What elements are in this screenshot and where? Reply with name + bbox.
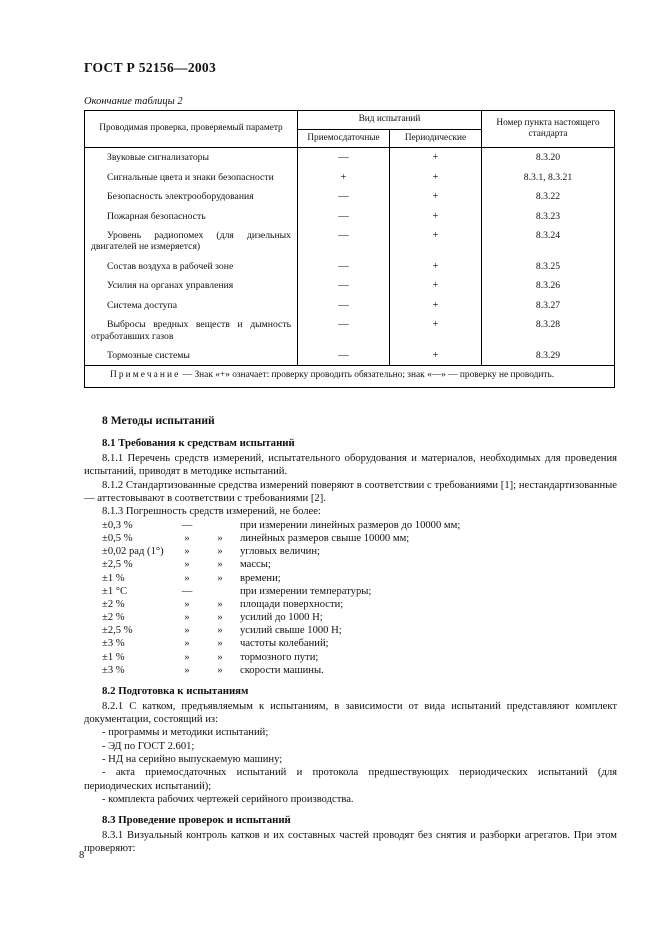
periodic-list	[390, 148, 481, 365]
table-row-clause: 8.3.28	[535, 319, 561, 331]
section-8-3-heading: 8.3 Проведение проверок и испытаний	[102, 814, 291, 827]
table-body-row	[85, 148, 615, 366]
header-acceptance: Приемосдаточные	[298, 129, 390, 148]
periodic-column	[390, 148, 482, 366]
tolerance-text: частоты колебаний;	[240, 638, 329, 650]
tolerance-value: ±0,5 %	[102, 532, 133, 544]
tolerance-ditto-1: »	[184, 598, 190, 610]
table-row-periodic: +	[432, 210, 439, 222]
standard-header: ГОСТ Р 52156—2003	[84, 60, 217, 75]
tolerance-row	[84, 651, 617, 664]
tolerance-ditto-1: —	[181, 519, 193, 531]
tolerance-ditto-2: »	[217, 612, 223, 624]
section-8-2-heading: 8.2 Подготовка к испытаниям	[102, 685, 249, 697]
paragraph-8-2-1: 8.2.1 С катком, предъявляемым к испытаниям, в зависимости от вида испытаний представляют комплект документации, состоящий из:	[84, 700, 617, 725]
paragraph-8-1-2: 8.1.2 Стандартизованные средства измерений поверяют в соответствии с требованиями [1]; нестандартизованные — аттестовывают в соответствии с требованиями [2].	[84, 479, 617, 505]
tolerance-row	[84, 572, 617, 585]
paragraph-8-3-1: 8.3.1 Визуальный контроль катков и их составных частей проводят без снятия и разборки агрегатов. При этом проверяют:	[84, 830, 617, 855]
tolerance-ditto-1: »	[184, 651, 190, 663]
tolerance-ditto-2: »	[217, 598, 223, 610]
tolerance-row	[84, 519, 617, 532]
tolerance-value: ±3 %	[102, 638, 125, 650]
header-test-type-group: Вид испытаний	[298, 111, 482, 130]
table-row-periodic: +	[432, 152, 439, 164]
tolerance-row	[84, 611, 617, 624]
table-row-param: Безопасность электрооборудования	[107, 191, 254, 203]
table-row-acceptance: —	[338, 152, 349, 164]
tolerance-row	[84, 664, 617, 677]
tolerance-ditto-2: »	[217, 546, 223, 558]
param-list	[85, 148, 297, 365]
tolerance-text: при измерении линейных размеров до 10000 мм;	[240, 519, 461, 531]
table-row-acceptance: —	[338, 191, 349, 203]
table-row-periodic: +	[432, 229, 439, 241]
table-row-periodic: +	[432, 171, 439, 183]
table-head	[85, 111, 615, 148]
tolerance-text: скорости машины.	[240, 664, 324, 676]
tolerance-value: ±2,5 %	[102, 625, 133, 637]
table-row-periodic: +	[432, 299, 439, 311]
tolerance-value: ±0,02 рад (1°)	[102, 546, 164, 558]
tolerance-ditto-1: »	[184, 572, 190, 584]
tolerance-list	[84, 519, 617, 677]
note-label: Примечание	[110, 370, 181, 381]
tolerance-ditto-2: »	[217, 532, 223, 544]
table-row-param: Пожарная безопасность	[107, 210, 206, 222]
tolerance-ditto-1: »	[184, 625, 190, 637]
tolerance-text: линейных размеров свыше 10000 мм;	[240, 532, 410, 544]
tolerance-row	[84, 598, 617, 611]
tolerance-ditto-1: »	[184, 612, 190, 624]
tolerance-value: ±1 %	[102, 572, 125, 584]
table-container	[84, 110, 615, 388]
tolerance-ditto-1: »	[184, 559, 190, 571]
table-row-periodic: +	[432, 319, 439, 331]
table-row-acceptance: —	[338, 280, 349, 292]
tolerance-value: ±2,5 %	[102, 559, 133, 571]
table-row-param: Звуковые сигнализаторы	[107, 152, 210, 164]
table-row-param: Уровень радиопомех (для дизельных двигателей не измеряется)	[91, 229, 291, 253]
tolerance-row	[84, 637, 617, 650]
tolerance-text: усилий до 1000 Н;	[240, 612, 323, 624]
tolerance-ditto-1: —	[181, 585, 193, 597]
paragraph-8-1-3-intro: 8.1.3 Погрешность средств измерений, не более:	[102, 506, 321, 518]
document-set-item: - НД на серийно выпускаемую машину;	[102, 754, 283, 766]
tolerance-text: времени;	[240, 572, 281, 584]
table-row-clause: 8.3.27	[535, 299, 561, 311]
tolerance-ditto-1: »	[184, 532, 190, 544]
acceptance-column	[298, 148, 390, 366]
table-row-clause: 8.3.25	[535, 260, 561, 272]
verification-table	[84, 110, 615, 388]
tolerance-row	[84, 585, 617, 598]
paragraph-8-1-1: 8.1.1 Перечень средств измерений, испытательного оборудования и материалов, необходимых для проведения испытаний, приводят в методике испытаний.	[84, 453, 617, 478]
document-set-item: - акта приемосдаточных испытаний и протокола предшествующих периодических испытаний (для периодических испытаний);	[84, 767, 617, 792]
tolerance-row	[84, 624, 617, 637]
header-param: Проводимая проверка, проверяемый параметр	[85, 111, 298, 148]
tolerance-ditto-2: »	[217, 559, 223, 571]
tolerance-row	[84, 558, 617, 571]
table-row-acceptance: —	[338, 350, 349, 362]
tolerance-ditto-2: »	[217, 638, 223, 650]
table-row-clause: 8.3.24	[535, 229, 561, 241]
table-row-periodic: +	[432, 350, 439, 362]
tolerance-ditto-2: »	[217, 625, 223, 637]
table-row-acceptance: —	[338, 229, 349, 241]
tolerance-value: ±0,3 %	[102, 519, 133, 531]
tolerance-row	[84, 545, 617, 558]
tolerance-value: ±2 %	[102, 612, 125, 624]
table-row-periodic: +	[432, 191, 439, 203]
table-row-acceptance: —	[338, 210, 349, 222]
table-row-periodic: +	[432, 260, 439, 272]
table-note	[85, 366, 615, 388]
table-row-acceptance: —	[338, 260, 349, 272]
section-8-1-heading: 8.1 Требования к средствам испытаний	[102, 437, 295, 450]
table-row-param: Сигнальные цвета и знаки безопасности	[107, 171, 274, 183]
tolerance-text: тормозного пути;	[240, 651, 319, 663]
header-clause: Номер пункта настоящего стандарта	[482, 111, 615, 148]
table-row-param: Состав воздуха в рабочей зоне	[107, 260, 234, 272]
param-column	[85, 148, 298, 366]
table-row-clause: 8.3.22	[535, 191, 561, 203]
tolerance-value: ±1 °C	[102, 585, 128, 597]
section-content	[84, 412, 617, 856]
table-row-clause: 8.3.29	[535, 350, 561, 362]
document-set-item: - комплекта рабочих чертежей серийного производства.	[102, 794, 354, 806]
tolerance-ditto-2: »	[217, 572, 223, 584]
tolerance-text: массы;	[240, 559, 271, 571]
table-header-row-1	[85, 111, 615, 130]
table-body	[85, 148, 615, 388]
table-row-clause: 8.3.20	[535, 152, 561, 164]
table-row-clause: 8.3.1, 8.3.21	[523, 171, 573, 183]
table-row-periodic: +	[432, 280, 439, 292]
header-periodic: Периодические	[390, 129, 482, 148]
tolerance-ditto-1: »	[184, 638, 190, 650]
tolerance-row	[84, 532, 617, 545]
clause-list	[482, 148, 614, 365]
tolerance-value: ±1 %	[102, 651, 125, 663]
tolerance-text: площади поверхности;	[240, 598, 344, 610]
tolerance-ditto-2	[200, 585, 240, 598]
tolerance-text: при измерении температуры;	[240, 585, 372, 597]
document-set-item: - ЭД по ГОСТ 2.601;	[102, 740, 195, 752]
table-row-param: Усилия на органах управления	[107, 280, 234, 292]
tolerance-text: угловых величин;	[240, 546, 320, 558]
table-row-clause: 8.3.23	[535, 210, 561, 222]
section-8-heading: 8 Методы испытаний	[102, 414, 215, 427]
tolerance-ditto-1: »	[184, 546, 190, 558]
table-note-row	[85, 366, 615, 388]
table-row-acceptance: —	[338, 319, 349, 331]
acceptance-list	[298, 148, 389, 365]
document-set-item: - программы и методики испытаний;	[102, 727, 269, 739]
table-row-clause: 8.3.26	[535, 280, 561, 292]
table-row-acceptance: +	[340, 171, 347, 183]
table-row-param: Тормозные системы	[107, 350, 190, 362]
table-row-param: Система доступа	[107, 299, 178, 311]
tolerance-ditto-1: »	[184, 664, 190, 676]
tolerance-value: ±3 %	[102, 664, 125, 676]
tolerance-text: усилий свыше 1000 Н;	[240, 625, 342, 637]
table-row-acceptance: —	[338, 299, 349, 311]
clause-column	[482, 148, 615, 366]
page-number: 8	[79, 850, 85, 861]
table-caption: Окончание таблицы 2	[84, 96, 183, 107]
table-row-param: Выбросы вредных веществ и дымность отработавших газов	[91, 319, 291, 342]
tolerance-ditto-2	[200, 519, 240, 532]
document-set-list	[84, 726, 617, 806]
tolerance-value: ±2 %	[102, 598, 125, 610]
tolerance-ditto-2: »	[217, 651, 223, 663]
note-text: — Знак «+» означает: проверку проводить обязательно; знак «—» — проверку не проводить.	[180, 370, 555, 381]
tolerance-ditto-2: »	[217, 664, 223, 676]
